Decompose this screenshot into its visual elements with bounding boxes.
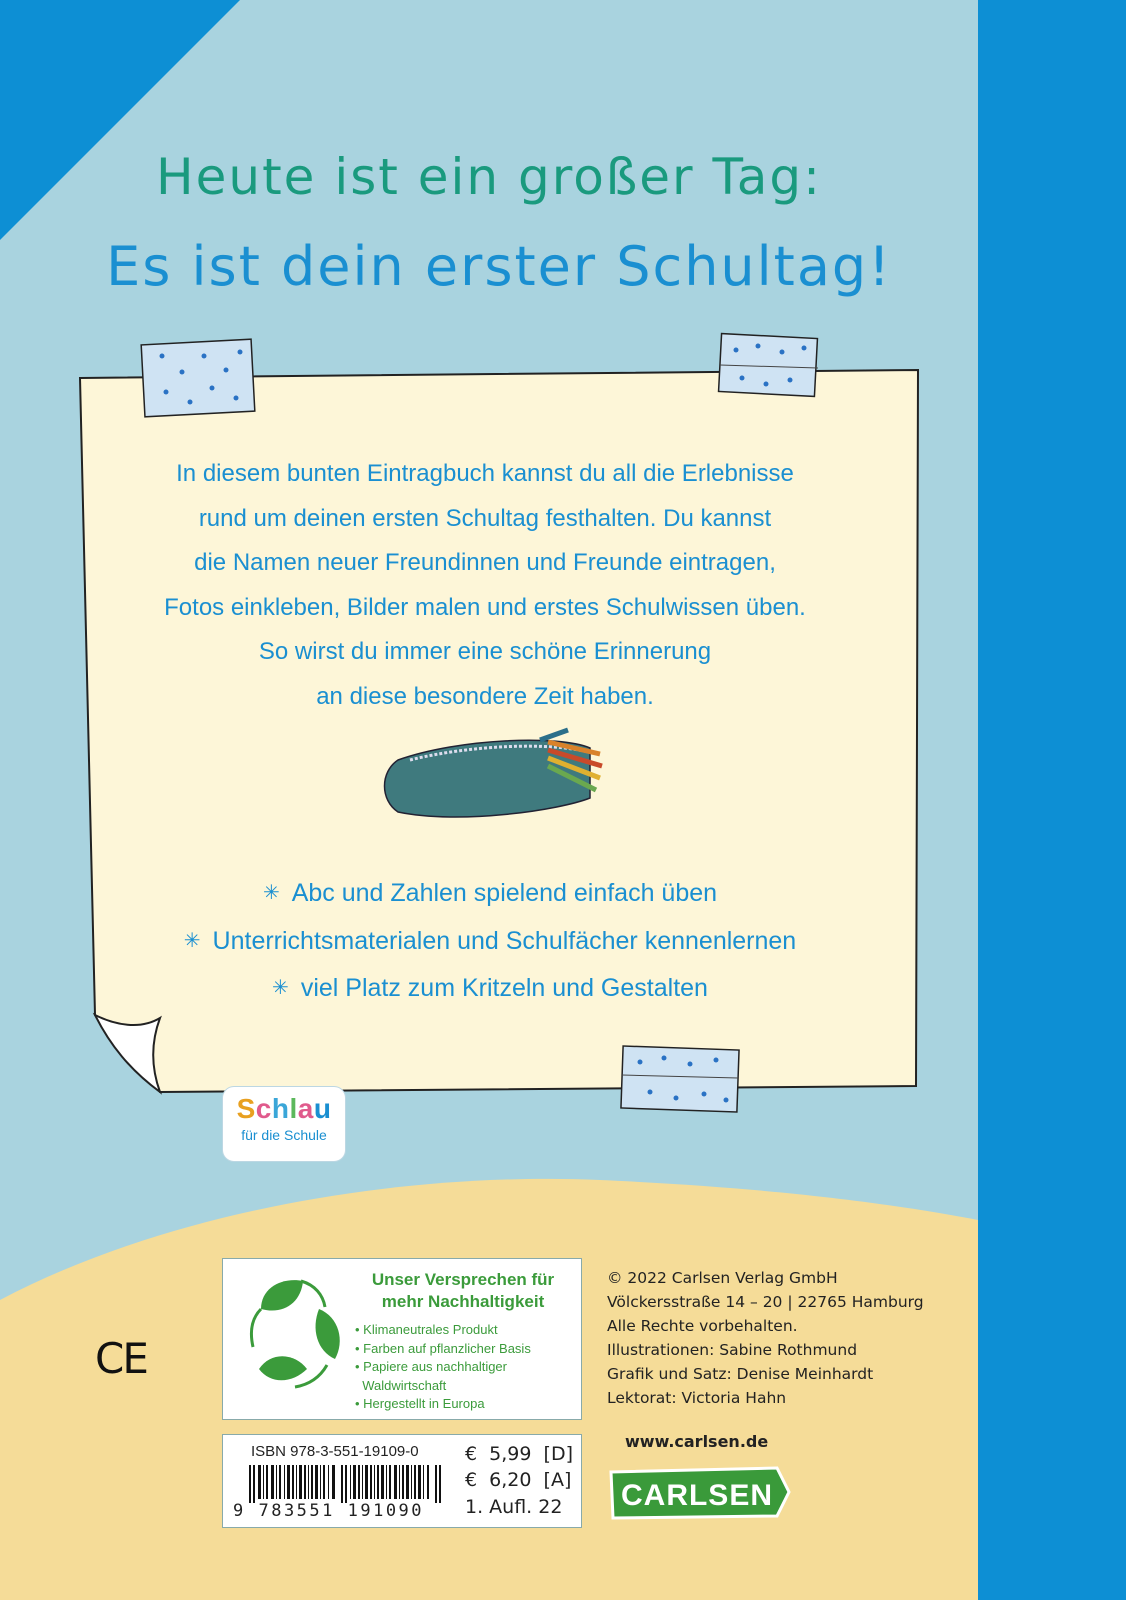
feature-item	[100, 966, 880, 1014]
feature-item	[100, 919, 880, 967]
intro-line: Fotos einkleben, Bilder malen und erstes Schulwissen üben.	[164, 593, 806, 621]
isbn-number: ISBN 978-3-551-19109-0	[251, 1443, 419, 1460]
sustainability-list	[355, 1321, 531, 1414]
badge-letter: h	[271, 1093, 290, 1124]
series-badge	[222, 1086, 346, 1162]
imprint-line: Lektorat: Victoria Hahn	[607, 1389, 787, 1407]
sustainability-item: • Farben auf pflanzlicher Basis	[355, 1340, 531, 1359]
feature-text: Unterrichtsmaterialen und Schulfächer kennenlernen	[212, 926, 797, 955]
imprint-line: Illustrationen: Sabine Rothmund	[607, 1341, 858, 1359]
imprint-line: Grafik und Satz: Denise Meinhardt	[607, 1365, 874, 1383]
imprint-line: Völckersstraße 14 – 20 | 22765 Hamburg	[607, 1293, 924, 1311]
intro-line: an diese besondere Zeit haben.	[316, 682, 654, 710]
tape-top-right	[719, 334, 818, 397]
feature-item	[100, 871, 880, 919]
intro-line: rund um deinen ersten Schultag festhalten. Du kannst	[198, 504, 772, 532]
intro-text	[100, 452, 870, 719]
sustainability-item: • Klimaneutrales Produkt	[355, 1321, 531, 1340]
headline-line-2: Es ist dein erster Schultag!	[106, 235, 892, 298]
ce-mark: CE	[95, 1334, 147, 1383]
sustainability-item: • Hergestellt in Europa	[355, 1395, 531, 1414]
intro-line: die Namen neuer Freundinnen und Freunde eintragen,	[194, 549, 776, 576]
asterisk-icon: ✳	[183, 929, 201, 952]
headline-line-1: Heute ist ein großer Tag:	[156, 148, 822, 206]
barcode-box	[222, 1434, 582, 1528]
badge-letter: S	[236, 1093, 256, 1124]
carlsen-logo-text: CARLSEN	[620, 1479, 774, 1512]
sustainability-item: • Papiere aus nachhaltiger	[355, 1358, 531, 1377]
edition-label: 1. Aufl. 22	[465, 1496, 563, 1518]
barcode-icon	[249, 1465, 445, 1503]
spine-band	[978, 0, 1126, 1600]
tape-bottom	[621, 1046, 739, 1112]
price-austria: € 6,20 [A]	[465, 1469, 572, 1491]
series-badge-subtitle: für die Schule	[241, 1127, 327, 1143]
sustainability-title-line: Unser Versprechen für	[371, 1270, 555, 1289]
tape-top-left	[141, 339, 255, 417]
imprint-line: © 2022 Carlsen Verlag GmbH	[607, 1269, 838, 1287]
sustainability-title	[353, 1269, 573, 1313]
intro-line: In diesem bunten Eintragbuch kannst du all die Erlebnisse	[176, 460, 794, 487]
carlsen-logo	[607, 1464, 793, 1522]
badge-letter: l	[289, 1093, 298, 1124]
asterisk-icon: ✳	[262, 882, 280, 904]
asterisk-icon: ✳	[272, 977, 289, 999]
recycle-leaves-icon	[231, 1269, 351, 1409]
badge-letter: u	[313, 1093, 332, 1124]
sustainability-title-line: mehr Nachhaltigkeit	[381, 1292, 545, 1311]
feature-text: viel Platz zum Kritzeln und Gestalten	[300, 974, 708, 1002]
price-germany: € 5,99 [D]	[465, 1443, 574, 1465]
sustainability-item: Waldwirtschaft	[362, 1377, 447, 1393]
barcode-digits: 9 783551 191090	[233, 1501, 425, 1521]
intro-line: So wirst du immer eine schöne Erinnerung	[258, 638, 712, 665]
badge-letter: a	[297, 1093, 314, 1124]
feature-text: Abc und Zahlen spielend einfach üben	[291, 879, 718, 907]
badge-letter: c	[255, 1093, 272, 1124]
feature-list	[100, 871, 880, 1014]
sustainability-box	[222, 1258, 582, 1420]
series-badge-title	[223, 1093, 345, 1125]
imprint-block	[607, 1266, 924, 1410]
website-link[interactable]: www.carlsen.de	[625, 1432, 769, 1451]
imprint-line: Alle Rechte vorbehalten.	[607, 1317, 798, 1335]
